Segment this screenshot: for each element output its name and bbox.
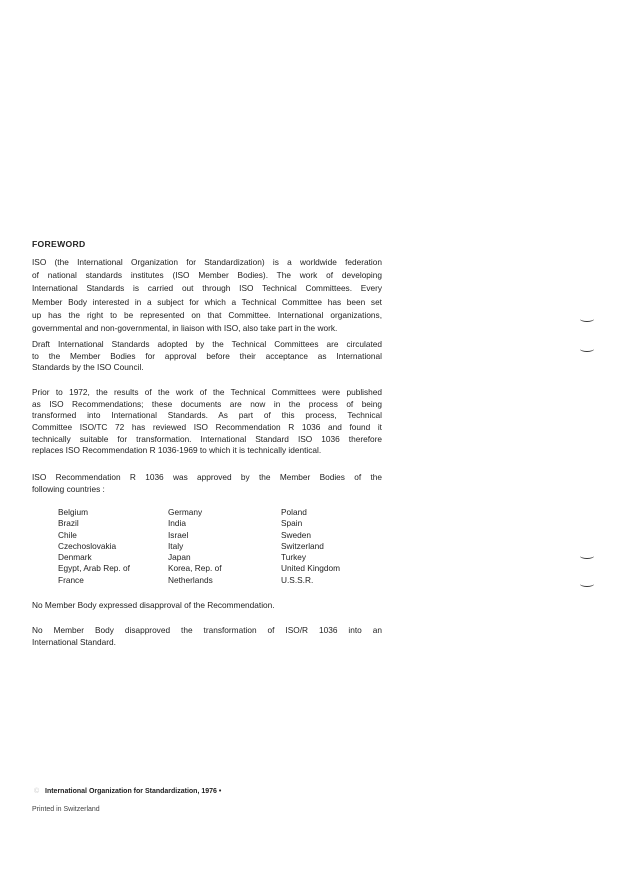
copyright-line: International Organization for Standardization, 1976 •	[45, 788, 222, 795]
country-name: Chile	[58, 529, 77, 540]
text-line: as ISO Recommendations; these documents are now in the process of being	[32, 398, 382, 409]
text-line: International Standard.	[32, 637, 116, 647]
printed-in: Printed in Switzerland	[32, 806, 100, 813]
margin-mark	[580, 346, 594, 352]
country-name: Belgium	[58, 507, 88, 517]
heading-foreword: FOREWORD	[32, 239, 86, 249]
text-line: Draft International Standards adopted by the Technical Committees are circulated	[32, 339, 382, 349]
text-line: ISO Recommendation R 1036 was approved by the Member Bodies of the	[32, 472, 382, 482]
text-line: to the Member Bodies for approval before their acceptance as International	[32, 350, 382, 361]
paragraph-transformation	[32, 624, 382, 648]
margin-mark	[580, 581, 594, 587]
country-name: France	[58, 574, 84, 585]
text-line: Member Body interested in a subject for which a Technical Committee has been set	[32, 296, 382, 307]
countries-column-3	[281, 507, 340, 586]
text-line: up has the right to be represented on that Committee. International organizations,	[32, 309, 382, 320]
country-name: Sweden	[281, 529, 311, 540]
country-name: Korea, Rep. of	[168, 563, 222, 574]
text-line: following countries :	[32, 484, 105, 494]
margin-mark	[580, 553, 594, 559]
country-name: Poland	[281, 507, 307, 517]
country-name: U.S.S.R.	[281, 574, 314, 585]
country-name: Netherlands	[168, 574, 213, 585]
paragraph-no-disapproval	[32, 599, 382, 611]
country-name: India	[168, 518, 186, 529]
country-name: Egypt, Arab Rep. of	[58, 563, 130, 574]
countries-column-1	[58, 507, 130, 586]
text-line: ISO (the International Organization for Standardization) is a worldwide federation	[32, 257, 382, 267]
text-line: No Member Body expressed disapproval of the Recommendation.	[32, 600, 275, 610]
text-line: transformed into International Standards. As part of this process, Technical	[32, 410, 382, 421]
text-line: Standards by the ISO Council.	[32, 362, 144, 373]
paragraph-draft-standards	[32, 339, 382, 374]
country-name: Spain	[281, 518, 303, 529]
country-name: Germany	[168, 507, 203, 517]
copyright-symbol: ©	[34, 788, 40, 795]
country-name: Israel	[168, 529, 189, 540]
text-line: Prior to 1972, the results of the work of the Technical Committees were published	[32, 387, 382, 397]
countries-column-2	[168, 507, 222, 586]
text-line: technically suitable for transformation. International Standard ISO 1036 therefore	[32, 433, 382, 444]
text-line: International Standards is carried out through ISO Technical Committees. Every	[32, 283, 382, 294]
country-name: Brazil	[58, 518, 79, 529]
text-line: governmental and non-governmental, in liaison with ISO, also take part in the work.	[32, 322, 338, 333]
paragraph-iso-intro	[32, 256, 382, 335]
country-name: United Kingdom	[281, 563, 341, 574]
text-line: replaces ISO Recommendation R 1036-1969 to which it is technically identical.	[32, 445, 322, 456]
country-name: Switzerland	[281, 540, 324, 551]
country-name: Czechoslovakia	[58, 540, 117, 551]
text-line: No Member Body disapproved the transformation of ISO/R 1036 into an	[32, 625, 382, 635]
text-line: Committee ISO/TC 72 has reviewed ISO Recommendation R 1036 and found it	[32, 422, 382, 433]
country-name: Italy	[168, 540, 184, 551]
margin-mark	[580, 316, 594, 322]
country-name: Turkey	[281, 552, 307, 563]
country-name: Japan	[168, 552, 191, 563]
text-line: of national standards institutes (ISO Member Bodies). The work of developing	[32, 270, 382, 281]
paragraph-approval	[32, 471, 382, 495]
country-name: Denmark	[58, 552, 92, 563]
paragraph-prior-1972	[32, 387, 382, 457]
